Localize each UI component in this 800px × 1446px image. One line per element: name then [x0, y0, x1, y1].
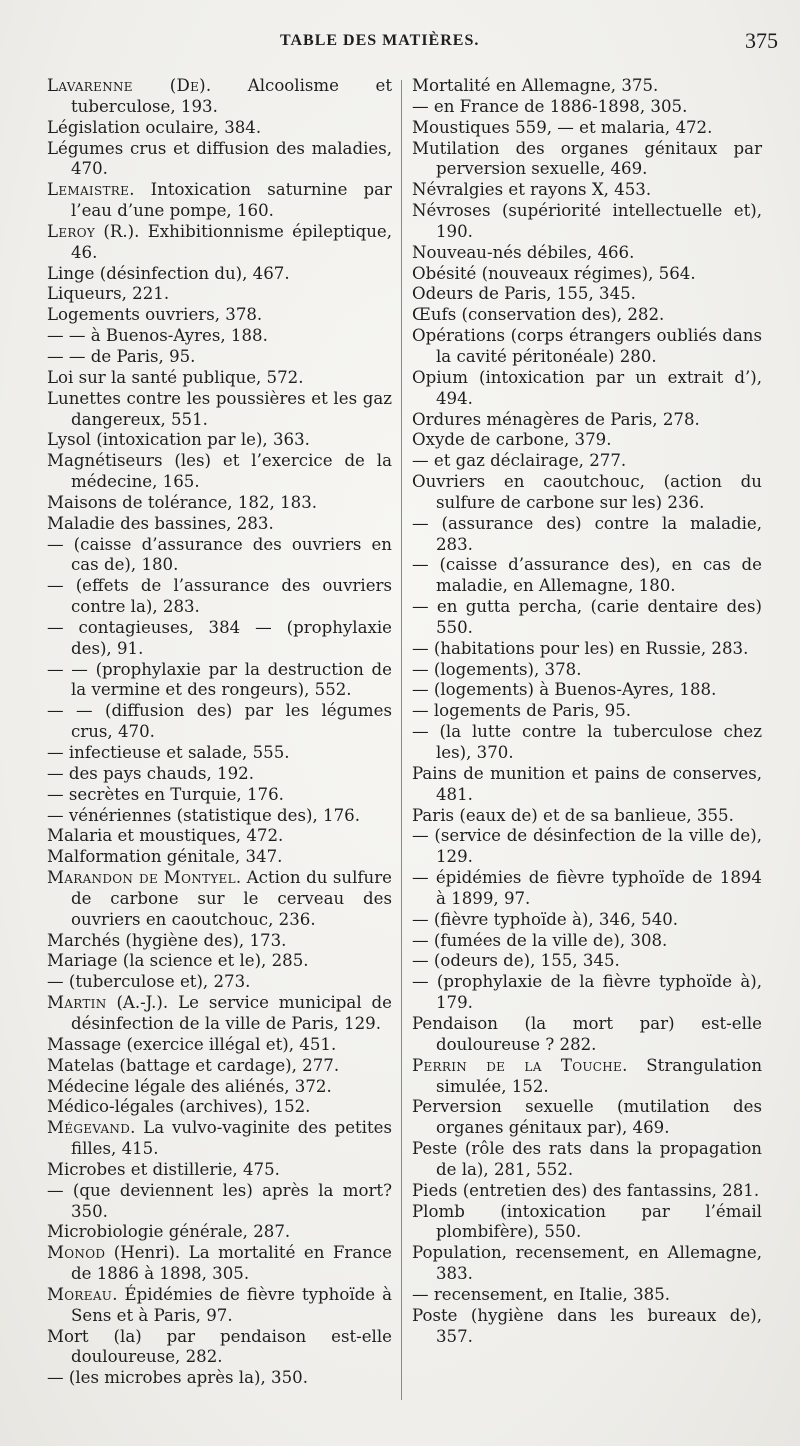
- entry-text: — (prophylaxie de la fièvre typhoïde à), 179.: [412, 972, 762, 1013]
- entry-text: Ouvriers en caoutchouc, (action du sulfure de carbone sur les) 236.: [412, 472, 762, 512]
- left-index-column: [47, 76, 392, 1389]
- index-entry: [47, 326, 392, 347]
- entry-text: — (fumées de la ville de), 308.: [412, 930, 668, 950]
- index-entry: [47, 1181, 392, 1223]
- entry-text: — et gaz déclairage, 277.: [412, 451, 627, 471]
- page-number: 375: [745, 28, 778, 53]
- index-entry: [47, 847, 392, 868]
- entry-text: (R.). Exhibitionnisme épileptique, 46.: [71, 221, 392, 262]
- index-entry: [47, 535, 392, 577]
- entry-text: Loi sur la santé publique, 572.: [47, 367, 304, 387]
- index-entry: [47, 1077, 392, 1098]
- index-entry: [412, 1014, 762, 1056]
- entry-text: Médico-légales (archives), 152.: [47, 1097, 311, 1117]
- entry-text: Oxyde de carbone, 379.: [412, 430, 612, 450]
- index-entry: [412, 931, 762, 952]
- index-entry: [47, 368, 392, 389]
- entry-text: — épidémies de fièvre typhoïde de 1894 à 1899, 97.: [412, 868, 762, 908]
- entry-text: Mortalité en Allemagne, 375.: [412, 76, 659, 95]
- entry-text: — — de Paris, 95.: [47, 346, 196, 366]
- entry-text: Législation oculaire, 384.: [47, 117, 262, 137]
- index-entry: [412, 201, 762, 243]
- index-entry: [412, 1306, 762, 1348]
- entry-text: — en gutta percha, (carie dentaire des) 550.: [412, 597, 762, 637]
- entry-text: Opium (intoxication par un extrait d’), 494.: [412, 367, 762, 408]
- index-entry: [412, 118, 762, 139]
- index-entry: [47, 743, 392, 764]
- entry-text: Mariage (la science et le), 285.: [47, 951, 309, 971]
- index-entry: [47, 180, 392, 222]
- right-index-column: [412, 76, 762, 1347]
- index-entry: [47, 305, 392, 326]
- entry-text: (A.-J.). Le service municipal de désinfection de la ville de Paris, 129.: [71, 993, 392, 1033]
- index-entry: [47, 1097, 392, 1118]
- index-entry: [47, 493, 392, 514]
- index-entry: [412, 639, 762, 660]
- index-entry: [412, 826, 762, 868]
- entry-text: — (effets de l’assurance des ouvriers contre la), 283.: [47, 576, 392, 617]
- entry-text: Légumes crus et diffusion des maladies, 470.: [47, 138, 392, 179]
- index-entry: [47, 1327, 392, 1369]
- index-entry: [47, 576, 392, 618]
- entry-text: Lunettes contre les poussières et les gaz dangereux, 551.: [47, 388, 392, 429]
- index-entry: [412, 722, 762, 764]
- index-entry: [47, 1243, 392, 1285]
- index-entry: [412, 1202, 762, 1244]
- entry-text: Opérations (corps étrangers oubliés dans la cavité péritonéale) 280.: [412, 326, 762, 366]
- index-entry: [412, 326, 762, 368]
- entry-text: Ordures ménagères de Paris, 278.: [412, 409, 700, 429]
- index-entry: [47, 451, 392, 493]
- index-entry: [412, 555, 762, 597]
- index-entry: [412, 180, 762, 201]
- index-entry: [47, 139, 392, 181]
- author-name: Monod: [47, 1243, 106, 1263]
- index-entry: [412, 701, 762, 722]
- entry-text: — infectieuse et salade, 555.: [47, 743, 290, 762]
- entry-text: Pieds (entretien des) des fantassins, 281.: [412, 1180, 760, 1200]
- index-entry: [412, 951, 762, 972]
- index-entry: [412, 514, 762, 556]
- index-entry: [47, 222, 392, 264]
- index-entry: [412, 139, 762, 181]
- running-title: TABLE DES MATIÈRES.: [280, 32, 480, 49]
- index-entry: [47, 785, 392, 806]
- index-entry: [412, 597, 762, 639]
- entry-text: Microbes et distillerie, 475.: [47, 1159, 280, 1179]
- index-entry: [47, 868, 392, 931]
- entry-text: Liqueurs, 221.: [47, 284, 170, 304]
- entry-text: (Henri). La mortalité en France de 1886 à 1898, 305.: [71, 1243, 392, 1284]
- entry-text: Névralgies et rayons X, 453.: [412, 180, 652, 200]
- entry-text: — (habitations pour les) en Russie, 283.: [412, 638, 749, 658]
- index-entry: [412, 910, 762, 931]
- column-divider: [401, 80, 402, 1400]
- index-entry: [412, 368, 762, 410]
- entry-text: . Épidémies de fièvre typhoïde à Sens et à Paris, 97.: [71, 1284, 392, 1325]
- entry-text: Population, recensement, en Allemagne, 383.: [412, 1243, 762, 1284]
- index-entry: [412, 97, 762, 118]
- entry-text: — (que deviennent les) après la mort? 350.: [47, 1180, 392, 1221]
- index-entry: [412, 451, 762, 472]
- index-entry: [47, 1285, 392, 1327]
- entry-text: Poste (hygiène dans les bureaux de), 357.: [412, 1305, 762, 1346]
- entry-text: — recensement, en Italie, 385.: [412, 1284, 671, 1304]
- entry-text: Microbiologie générale, 287.: [47, 1222, 291, 1242]
- entry-text: Moustiques 559, — et malaria, 472.: [412, 117, 713, 137]
- index-entry: [47, 347, 392, 368]
- entry-text: Marchés (hygiène des), 173.: [47, 930, 287, 950]
- entry-text: Perversion sexuelle (mutilation des organes génitaux par), 469.: [412, 1097, 762, 1138]
- entry-text: Maladie des bassines, 283.: [47, 513, 274, 533]
- index-entry: [47, 1056, 392, 1077]
- index-entry: [47, 660, 392, 702]
- entry-text: Linge (désinfection du), 467.: [47, 263, 290, 283]
- entry-text: Logements ouvriers, 378.: [47, 305, 263, 325]
- entry-text: Malaria et moustiques, 472.: [47, 826, 284, 846]
- index-entry: [412, 264, 762, 285]
- index-entry: [47, 1035, 392, 1056]
- page-header: [0, 28, 800, 60]
- entry-text: — — à Buenos-Ayres, 188.: [47, 326, 268, 346]
- index-entry: [47, 264, 392, 285]
- index-entry: [412, 972, 762, 1014]
- entry-text: Odeurs de Paris, 155, 345.: [412, 284, 636, 304]
- index-entry: [47, 806, 392, 827]
- entry-text: Obésité (nouveaux régimes), 564.: [412, 263, 696, 283]
- entry-text: Pendaison (la mort par) est-elle douloureuse ? 282.: [412, 1013, 762, 1054]
- index-entry: [47, 284, 392, 305]
- index-entry: [47, 993, 392, 1035]
- entry-text: Œufs (conservation des), 282.: [412, 305, 665, 325]
- author-name: Leroy: [47, 221, 96, 241]
- entry-text: — — (prophylaxie par la destruction de la vermine et des rongeurs), 552.: [47, 659, 392, 700]
- entry-text: Mort (la) par pendaison est-elle douloureuse, 282.: [47, 1326, 392, 1367]
- entry-text: . Action du sulfure de carbone sur le cerveau des ouvriers en caoutchouc, 236.: [71, 868, 392, 929]
- index-entry: [412, 680, 762, 701]
- entry-text: Mutilation des organes génitaux par perversion sexuelle, 469.: [412, 138, 762, 179]
- index-entry: [412, 1097, 762, 1139]
- index-entry: [412, 764, 762, 806]
- index-entry: [412, 1285, 762, 1306]
- entry-text: Médecine légale des aliénés, 372.: [47, 1076, 332, 1096]
- author-name: Marandon de Montyel: [47, 868, 236, 888]
- entry-text: Pains de munition et pains de conserves, 481.: [412, 763, 762, 804]
- entry-text: Peste (rôle des rats dans la propagation de la), 281, 552.: [412, 1139, 762, 1179]
- entry-text: Paris (eaux de) et de sa banlieue, 355.: [412, 805, 734, 825]
- entry-text: — des pays chauds, 192.: [47, 763, 254, 783]
- author-name: Moreau: [47, 1284, 113, 1304]
- entry-text: — (logements) à Buenos-Ayres, 188.: [412, 680, 717, 700]
- index-entry: [412, 1139, 762, 1181]
- entry-text: — en France de 1886-1898, 305.: [412, 96, 688, 116]
- index-entry: [47, 430, 392, 451]
- entry-text: — contagieuses, 384 — (prophylaxie des), 91.: [47, 617, 392, 658]
- entry-text: — secrètes en Turquie, 176.: [47, 784, 284, 804]
- entry-text: Malformation génitale, 347.: [47, 847, 283, 867]
- index-entry: [47, 972, 392, 993]
- author-name: Martin: [47, 993, 107, 1013]
- entry-text: Plomb (intoxication par l’émail plombifère), 550.: [412, 1201, 762, 1242]
- entry-text: — — (diffusion des) par les légumes crus, 470.: [47, 701, 392, 742]
- index-entry: [412, 472, 762, 514]
- entry-text: Névroses (supériorité intellectuelle et), 190.: [412, 201, 762, 241]
- entry-text: . Intoxication saturnine par l’eau d’une pompe, 160.: [71, 180, 392, 221]
- index-entry: [412, 806, 762, 827]
- index-entry: [47, 1222, 392, 1243]
- index-entry: [47, 764, 392, 785]
- entry-text: — (service de désinfection de la ville de), 129.: [412, 826, 762, 867]
- entry-text: — (la lutte contre la tuberculose chez les), 370.: [412, 722, 762, 762]
- index-entry: [47, 76, 392, 118]
- entry-text: — (caisse d’assurance des ouvriers en cas de), 180.: [47, 534, 392, 575]
- author-name: Mégevand: [47, 1118, 131, 1138]
- index-entry: [47, 514, 392, 535]
- index-entry: [412, 1181, 762, 1202]
- index-entry: [47, 1368, 392, 1389]
- entry-text: . Strangulation simulée, 152.: [436, 1055, 763, 1096]
- index-entry: [412, 243, 762, 264]
- index-entry: [412, 284, 762, 305]
- index-entry: [47, 618, 392, 660]
- index-entry: [47, 701, 392, 743]
- index-entry: [47, 931, 392, 952]
- entry-text: — (les microbes après la), 350.: [47, 1368, 308, 1388]
- index-entry: [47, 389, 392, 431]
- entry-text: — (fièvre typhoïde à), 346, 540.: [412, 909, 679, 929]
- entry-text: — (logements), 378.: [412, 659, 582, 679]
- entry-text: — (caisse d’assurance des), en cas de maladie, en Allemagne, 180.: [412, 555, 762, 596]
- index-entry: [412, 1243, 762, 1285]
- index-entry: [47, 118, 392, 139]
- entry-text: Nouveau-nés débiles, 466.: [412, 242, 635, 262]
- index-entry: [412, 660, 762, 681]
- entry-text: — (tuberculose et), 273.: [47, 972, 251, 992]
- index-entry: [47, 1160, 392, 1181]
- index-entry: [412, 868, 762, 910]
- entry-text: — (odeurs de), 155, 345.: [412, 951, 620, 971]
- entry-text: — vénériennes (statistique des), 176.: [47, 805, 360, 825]
- entry-text: . La vulvo-vaginite des petites filles, 415.: [71, 1118, 392, 1159]
- entry-text: — logements de Paris, 95.: [412, 701, 632, 721]
- index-entry: [412, 76, 762, 97]
- index-entry: [47, 826, 392, 847]
- index-entry: [412, 410, 762, 431]
- index-entry: [412, 1056, 762, 1098]
- index-entry: [412, 430, 762, 451]
- index-entry: [412, 305, 762, 326]
- entry-text: Massage (exercice illégal et), 451.: [47, 1034, 337, 1054]
- author-name: Lemaistre: [47, 180, 130, 200]
- author-name: Perrin de la Touche: [412, 1055, 623, 1075]
- entry-text: Maisons de tolérance, 182, 183.: [47, 492, 318, 512]
- index-entry: [47, 1118, 392, 1160]
- entry-text: Matelas (battage et cardage), 277.: [47, 1055, 340, 1075]
- author-name: Lavarenne (De): [47, 76, 206, 95]
- entry-text: Magnétiseurs (les) et l’exercice de la médecine, 165.: [47, 451, 392, 492]
- entry-text: . Alcoolisme et tuberculose, 193.: [71, 76, 393, 116]
- index-entry: [47, 951, 392, 972]
- entry-text: — (assurance des) contre la maladie, 283.: [412, 513, 762, 554]
- entry-text: Lysol (intoxication par le), 363.: [47, 430, 310, 450]
